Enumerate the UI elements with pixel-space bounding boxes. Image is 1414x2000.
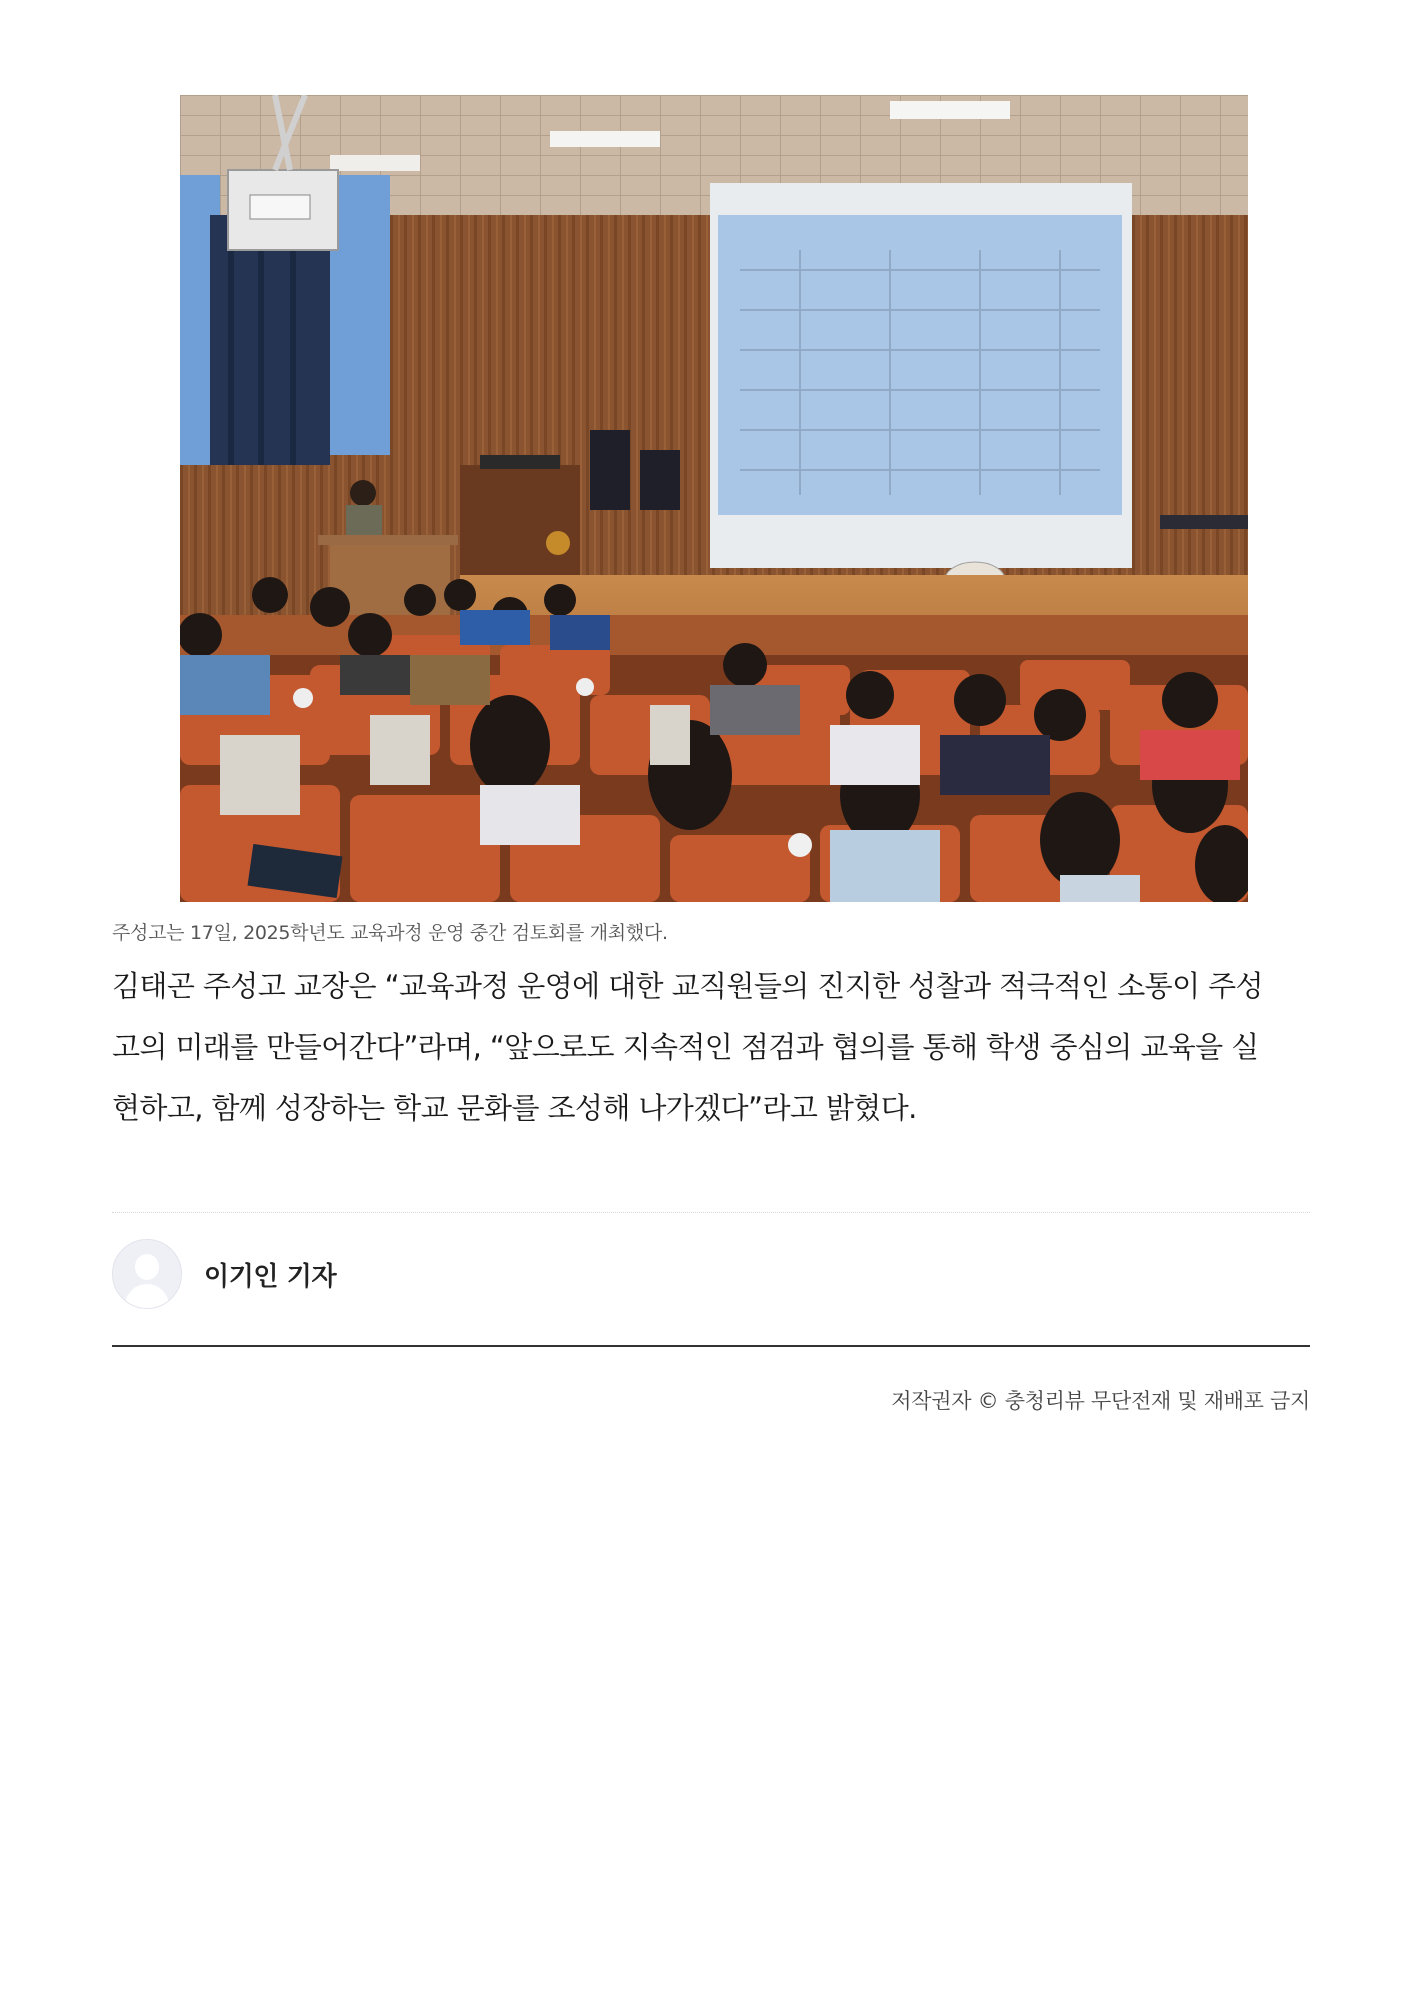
article-photo <box>180 95 1248 902</box>
avatar-body-icon <box>125 1284 169 1309</box>
article-body <box>112 956 1310 1139</box>
divider <box>112 1345 1310 1347</box>
body-line: 현하고, 함께 성장하는 학교 문화를 조성해 나가겠다”라고 밝혔다. <box>112 1091 917 1125</box>
body-line: 고의 미래를 만들어간다”라며, “앞으로도 지속적인 점검과 협의를 통해 학생 중심의 교육을 실 <box>112 1030 1259 1064</box>
avatar <box>112 1239 182 1309</box>
photo-caption: 주성고는 17일, 2025학년도 교육과정 운영 중간 검토회를 개최했다. <box>112 922 668 944</box>
copyright-notice: 저작권자 © 충청리뷰 무단전재 및 재배포 금지 <box>891 1389 1310 1413</box>
author-byline <box>112 1238 336 1310</box>
author-name[interactable]: 이기인 기자 <box>204 1261 337 1292</box>
avatar-head-icon <box>135 1254 159 1280</box>
divider <box>112 1212 1310 1213</box>
auditorium-photo <box>180 95 1248 902</box>
body-line: 김태곤 주성고 교장은 “교육과정 운영에 대한 교직원들의 진지한 성찰과 적극적인 소통이 주성 <box>112 969 1263 1003</box>
